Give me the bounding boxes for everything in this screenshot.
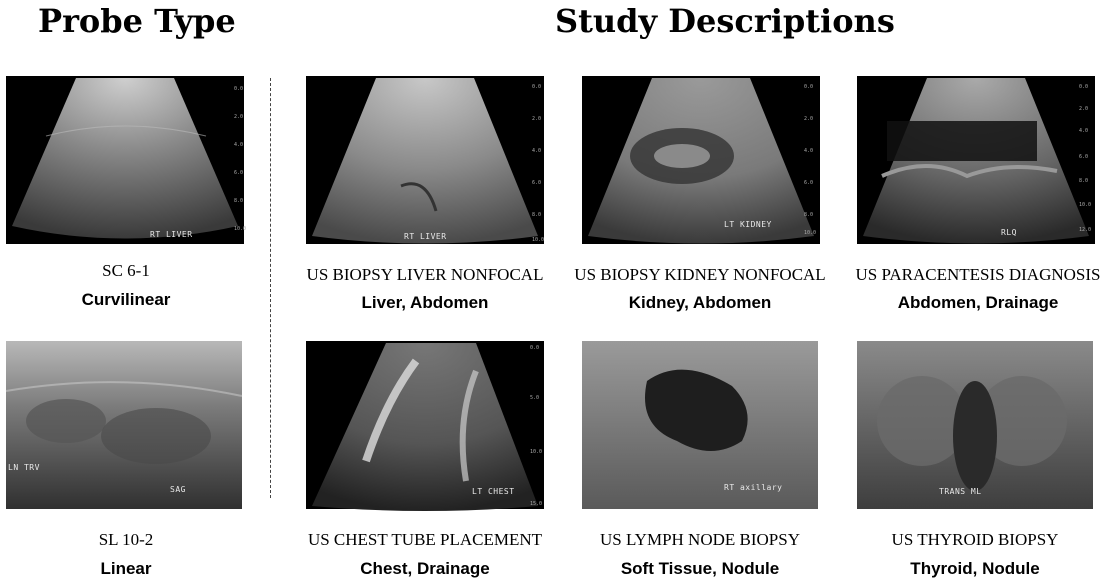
study-tags-label: Liver, Abdomen bbox=[361, 293, 489, 312]
scan-overlay-label: RT LIVER bbox=[150, 230, 193, 239]
svg-text:10.0: 10.0 bbox=[530, 449, 543, 455]
svg-text:4.0: 4.0 bbox=[234, 142, 244, 148]
svg-text:12.0: 12.0 bbox=[1079, 227, 1092, 233]
study-descriptions-heading: Study Descriptions bbox=[555, 2, 895, 40]
scan-overlay-label: RT LIVER bbox=[404, 232, 447, 241]
study-tags-label: Kidney, Abdomen bbox=[628, 293, 772, 312]
study-description-label: US LYMPH NODE BIOPSY bbox=[600, 530, 800, 549]
study-kidney-scan-image bbox=[582, 76, 820, 244]
svg-text:8.0: 8.0 bbox=[234, 198, 244, 204]
svg-text:0.0: 0.0 bbox=[234, 86, 244, 92]
study-tags-label: Chest, Drainage bbox=[360, 559, 490, 578]
probe-kind-label: Linear bbox=[100, 559, 152, 578]
study-liver-scan-image bbox=[306, 76, 544, 244]
study-tags-label: Soft Tissue, Nodule bbox=[620, 559, 780, 578]
probe-curvilinear-scan-image bbox=[6, 76, 247, 244]
svg-text:8.0: 8.0 bbox=[1079, 178, 1089, 184]
study-description-label: US PARACENTESIS DIAGNOSIS bbox=[855, 265, 1101, 284]
svg-text:2.0: 2.0 bbox=[1079, 106, 1089, 112]
scan-overlay-label: LT KIDNEY bbox=[724, 220, 772, 229]
svg-text:0.0: 0.0 bbox=[1079, 84, 1089, 90]
study-tags-label: Abdomen, Drainage bbox=[897, 293, 1059, 312]
study-description-label: US THYROID BIOPSY bbox=[891, 530, 1059, 549]
svg-text:4.0: 4.0 bbox=[804, 148, 814, 154]
svg-text:4.0: 4.0 bbox=[1079, 128, 1089, 134]
svg-text:6.0: 6.0 bbox=[532, 180, 542, 186]
svg-text:10.0: 10.0 bbox=[1079, 202, 1092, 208]
svg-text:6.0: 6.0 bbox=[234, 170, 244, 176]
study-description-label: US BIOPSY LIVER NONFOCAL bbox=[306, 265, 544, 284]
study-chest-scan-image bbox=[306, 341, 544, 509]
probe-model-label: SC 6-1 bbox=[102, 261, 150, 280]
probe-linear-scan-image bbox=[6, 341, 242, 509]
svg-text:10.0: 10.0 bbox=[532, 237, 545, 243]
svg-text:2.0: 2.0 bbox=[532, 116, 542, 122]
svg-text:8.0: 8.0 bbox=[804, 212, 814, 218]
study-description-label: US CHEST TUBE PLACEMENT bbox=[307, 530, 543, 549]
probe-kind-label: Curvilinear bbox=[81, 290, 171, 309]
scan-overlay-label: RLQ bbox=[1001, 228, 1017, 237]
probe-model-label: SL 10-2 bbox=[98, 530, 154, 549]
svg-text:2.0: 2.0 bbox=[804, 116, 814, 122]
svg-text:8.0: 8.0 bbox=[532, 212, 542, 218]
svg-text:2.0: 2.0 bbox=[234, 114, 244, 120]
probe-type-heading: Probe Type bbox=[38, 2, 236, 40]
column-divider bbox=[270, 78, 271, 498]
scan-overlay-label: TRANS ML bbox=[939, 487, 982, 496]
svg-text:5.0: 5.0 bbox=[530, 395, 540, 401]
study-description-label: US BIOPSY KIDNEY NONFOCAL bbox=[574, 265, 826, 284]
scan-overlay-label-right: SAG bbox=[170, 485, 186, 494]
study-paracentesis-scan-image bbox=[857, 76, 1095, 244]
scan-overlay-label: RT axillary bbox=[724, 483, 783, 492]
svg-text:4.0: 4.0 bbox=[532, 148, 542, 154]
svg-text:10.0: 10.0 bbox=[804, 230, 817, 236]
study-thyroid-scan-image bbox=[857, 341, 1093, 509]
svg-text:10.0: 10.0 bbox=[234, 226, 247, 232]
svg-text:15.0: 15.0 bbox=[530, 501, 543, 507]
svg-text:0.0: 0.0 bbox=[530, 345, 540, 351]
svg-text:0.0: 0.0 bbox=[804, 84, 814, 90]
svg-text:6.0: 6.0 bbox=[804, 180, 814, 186]
study-lymph-node-scan-image bbox=[582, 341, 818, 509]
svg-text:6.0: 6.0 bbox=[1079, 154, 1089, 160]
scan-overlay-label: LT CHEST bbox=[472, 487, 515, 496]
scan-overlay-label-left: LN TRV bbox=[8, 463, 40, 472]
svg-text:0.0: 0.0 bbox=[532, 84, 542, 90]
study-tags-label: Thyroid, Nodule bbox=[910, 559, 1040, 578]
